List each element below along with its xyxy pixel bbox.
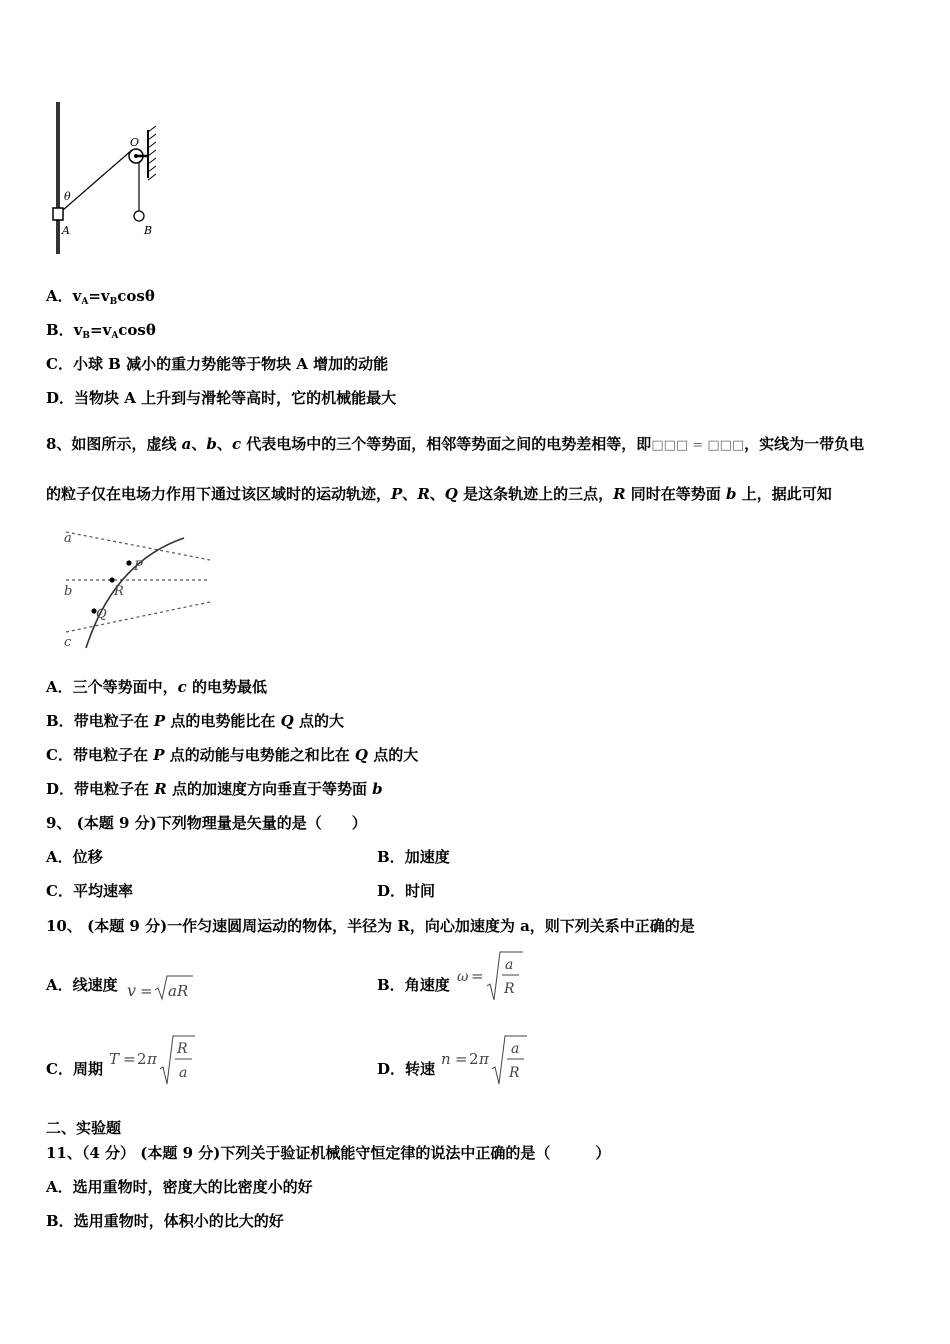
- q8-formula: □□□ = □□□: [651, 438, 745, 453]
- q8-point-r: [109, 577, 114, 582]
- svg-text:2: 2: [469, 1050, 479, 1068]
- q10-option-c: C．周期: [46, 1060, 103, 1078]
- svg-text:a: a: [179, 1065, 188, 1081]
- q7-option-b: B．$v_B=v_A\cos\theta$: [46, 321, 156, 341]
- q8-label-b: b: [64, 584, 73, 599]
- q11-option-a: A．选用重物时，密度大的比密度小的好: [46, 1178, 313, 1196]
- svg-text:=: =: [455, 1050, 468, 1068]
- q8-label-a: a: [64, 531, 72, 546]
- q8-stem-line1: 8、如图所示，虚线 a、b、c 代表电场中的三个等势面，相邻等势面之间的电势差相等，即□□□ = □□□，实线为一带负电: [46, 435, 865, 453]
- svg-text:=: =: [140, 982, 153, 1000]
- q8-point-p: [126, 560, 131, 565]
- q7-rope: [63, 150, 132, 210]
- q7-label-theta: θ: [64, 190, 71, 203]
- q10-stem: 10、 (本题 9 分)一作匀速圆周运动的物体，半径为 R，向心加速度为 a，则下列关系中正确的是: [46, 917, 695, 935]
- q7-option-a: A．$v_A=v_B\cos\theta$: [46, 287, 155, 307]
- svg-text:2: 2: [137, 1050, 147, 1068]
- q9-stem: 9、 (本题 9 分)下列物理量是矢量的是（ ）: [46, 814, 367, 832]
- q7-label-b: B: [144, 224, 153, 237]
- q8-trajectory: [86, 538, 184, 648]
- svg-text:R: R: [509, 1065, 520, 1081]
- q8-option-a: A．三个等势面中，c 的电势最低: [46, 678, 268, 696]
- q11-option-b: B．选用重物时，体积小的比大的好: [46, 1212, 284, 1230]
- q11-stem: 11、（4 分） (本题 9 分)下列关于验证机械能守恒定律的说法中正确的是（ ）: [46, 1144, 611, 1162]
- q9-option-b: B．加速度: [377, 848, 450, 866]
- svg-text:R: R: [177, 1041, 188, 1057]
- q9-option-d: D．时间: [377, 882, 436, 900]
- svg-text:π: π: [147, 1050, 157, 1068]
- svg-text:=: =: [123, 1050, 136, 1068]
- q7-figure: [44, 98, 174, 258]
- q8-option-c: C．带电粒子在 P 点的动能与电势能之和比在 Q 点的大: [46, 746, 419, 764]
- q7-rod: [56, 102, 60, 254]
- q10-option-d: D．转速: [377, 1060, 436, 1078]
- q7-label-a: A: [62, 224, 70, 237]
- q7-block-a: [53, 208, 63, 220]
- q10-formula-a: [127, 972, 197, 1004]
- section-title-experiment: 二、实验题: [46, 1119, 122, 1137]
- svg-text:=: =: [471, 967, 484, 985]
- svg-text:a: a: [511, 1041, 520, 1057]
- q8-label-r: R: [114, 584, 124, 599]
- q8-figure: [56, 520, 216, 655]
- svg-text:n: n: [441, 1050, 451, 1068]
- q8-stem-line2: 的粒子仅在电场力作用下通过该区域时的运动轨迹，P、R、Q 是这条轨迹上的三点，R 同时在等势面 b 上，据此可知: [46, 485, 832, 503]
- q8-equipotential-a: [66, 532, 210, 560]
- svg-text:v: v: [127, 981, 137, 1000]
- q8-label-q: Q: [96, 607, 107, 622]
- q7-option-d: D．当物块 A 上升到与滑轮等高时，它的机械能最大: [46, 389, 397, 407]
- svg-text:T: T: [109, 1050, 120, 1068]
- q10-formula-c: [109, 1032, 199, 1088]
- q8-equipotential-c: [66, 602, 210, 632]
- q8-option-b: B．带电粒子在 P 点的电势能比在 Q 点的大: [46, 712, 344, 730]
- q10-formula-d: [441, 1032, 531, 1088]
- q7-option-c: C．小球 B 减小的重力势能等于物块 A 增加的动能: [46, 355, 389, 373]
- svg-text:π: π: [479, 1050, 489, 1068]
- q10-formula-b: [457, 948, 527, 1004]
- svg-text:ω: ω: [457, 969, 469, 985]
- svg-text:a: a: [505, 957, 514, 973]
- q8-option-d: D．带电粒子在 R 点的加速度方向垂直于等势面 b: [46, 780, 383, 798]
- svg-text:R: R: [504, 981, 515, 997]
- q10-option-b: B．角速度: [377, 976, 450, 994]
- q10-option-a: A．线速度: [46, 976, 118, 994]
- svg-text:aR: aR: [168, 982, 189, 1000]
- q7-label-o: O: [130, 136, 140, 149]
- q8-label-c: c: [64, 635, 72, 650]
- q7-ball-b: [134, 211, 144, 221]
- q9-option-a: A．位移: [46, 848, 103, 866]
- q8-label-p: P: [134, 559, 143, 574]
- q9-option-c: C．平均速率: [46, 882, 133, 900]
